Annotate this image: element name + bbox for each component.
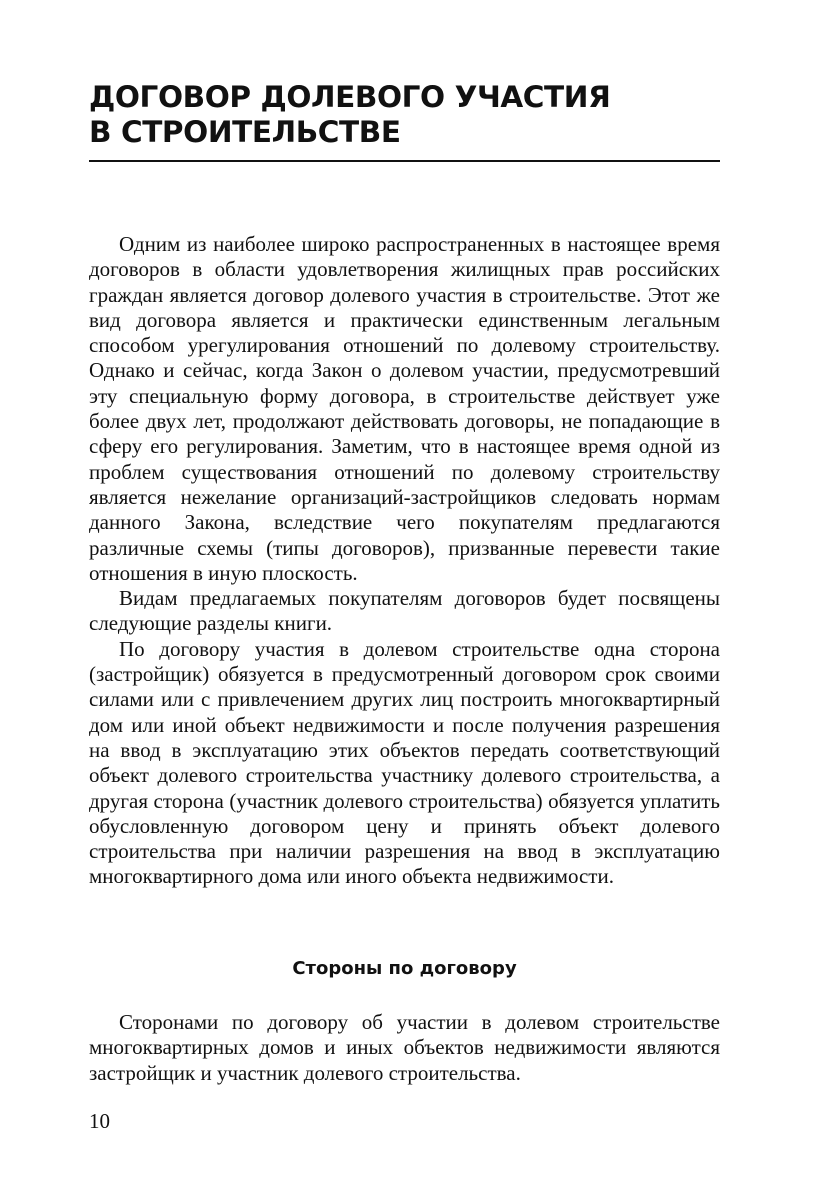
chapter-title-line-1: ДОГОВОР ДОЛЕВОГО УЧАСТИЯ [89,80,611,114]
section-body-text [89,1010,720,1086]
paragraph: Видам предлагаемых покупателям договоров будет посвящены следующие разделы книги. [89,586,720,636]
section-heading: Стороны по договору [292,958,517,979]
title-rule [89,160,720,162]
chapter-title-line-2: В СТРОИТЕЛЬСТВЕ [89,115,401,149]
chapter-title [89,80,729,150]
paragraph: По договору участия в долевом строительстве одна сторона (застройщик) обязуется в предусмотренный договором срок своими силами или с привлечением других лиц построить многоквартирный дом или иной объект недвижимости и после получения разрешения на ввод в эксплуатацию этих объектов передать соответствующий объект долевого строительства участнику долевого строительства, а другая сторона (участник долевого строительства) обязуется уплатить обусловленную договором цену и принять объект долевого строительства при наличии разрешения на ввод в эксплуатацию многоквартирного дома или иного объекта недвижимости. [89,636,720,889]
paragraph: Одним из наиболее широко распространенных в настоящее время договоров в области удовлетворения жилищных прав российских граждан является договор долевого участия в строительстве. Этот же вид договора является и практически единственным легальным способом урегулирования отношений по долевому строительству. Однако и сейчас, когда Закон о долевом участии, предусмотревший эту специальную форму договора, в строительстве действует уже более двух лет, продолжают действовать договоры, не попадающие в сферу его регулирования. Заметим, что в настоящее время одной из проблем существования отношений по долевому строительству является нежелание организаций-застройщиков следовать нормам данного Закона, вследствие чего покупателям предлагаются различные схемы (типы договоров), призванные перевести такие отношения в иную плоскость. [89,232,720,585]
body-text [89,232,720,890]
page-number: 10 [89,1109,110,1133]
paragraph: Сторонами по договору об участии в долевом строительстве многоквартирных домов и иных объектов недвижимости являются застройщик и участник долевого строительства. [89,1010,720,1085]
